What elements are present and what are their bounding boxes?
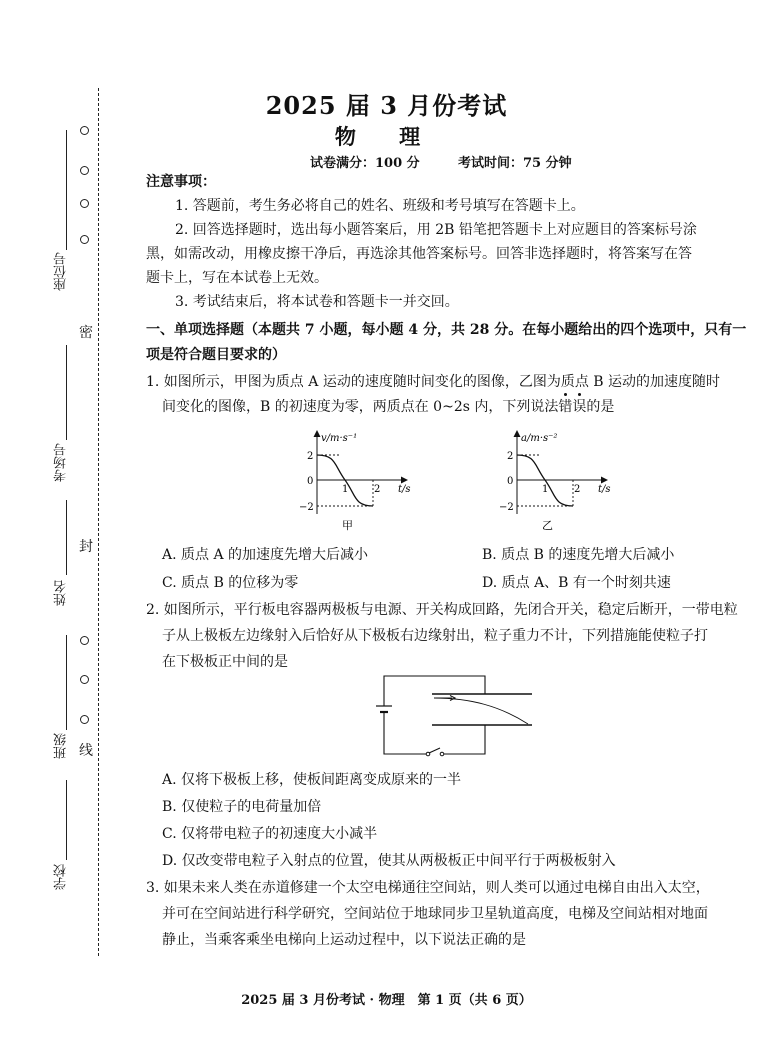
seal-char-feng: 封 xyxy=(79,539,93,555)
circuit-wire xyxy=(384,712,426,754)
x-axis-label: t/s xyxy=(598,484,611,495)
q1-graph-a xyxy=(294,430,424,534)
notice-item-1: 1. 答题前，考生务必将自己的姓名、班级和考号填写在答题卡上。 xyxy=(175,198,585,214)
y-axis-label: v/m·s⁻¹ xyxy=(321,433,358,444)
q3-stem-line-2: 并可在空间站进行科学研究，空间站位于地球同步卫星轨道高度，电梯及空间站相对地面 xyxy=(162,906,708,922)
seat-label: 座位号 xyxy=(54,252,69,291)
room-blank[interactable] xyxy=(66,345,67,440)
class-blank[interactable] xyxy=(66,635,67,730)
binding-hole xyxy=(80,235,89,244)
exam-subject: 物 理 xyxy=(334,124,439,149)
q1-emphasis-char: 误 xyxy=(572,399,587,415)
notice-item-3: 3. 考试结束后，将本试卷和答题卡一并交回。 xyxy=(175,294,459,310)
q1-stem-text: 间变化的图像，B 的初速度为零，两质点在 0~2s 内，下列说法 xyxy=(162,399,559,415)
q1-option-a[interactable]: A. 质点 A 的加速度先增大后减小 xyxy=(162,547,369,563)
q2-option-a[interactable]: A. 仅将下极板上移，使板间距离变成原来的一半 xyxy=(162,772,462,788)
y-tick-label: 2 xyxy=(507,451,514,462)
notice-item-2-line-1: 2. 回答选择题时，选出每小题答案后，用 2B 铅笔把答题卡上对应题目的答案标号涂 xyxy=(175,222,697,238)
q3-stem-line-3: 静止，当乘客乘坐电梯向上运动过程中，以下说法正确的是 xyxy=(162,932,526,948)
graph-caption: 甲 xyxy=(342,519,353,532)
q1-option-d[interactable]: D. 质点 A、B 有一个时刻共速 xyxy=(482,575,671,591)
section-heading-line-2: 项是符合题目要求的） xyxy=(146,347,286,363)
y-tick-label: −2 xyxy=(499,502,514,513)
q2-stem-line-1: 2. 如图所示，平行板电容器两极板与电源、开关构成回路，先闭合开关，稳定后断开，一带电粒 xyxy=(146,602,738,618)
q1-option-b[interactable]: B. 质点 B 的速度先增大后减小 xyxy=(482,547,675,563)
q1-stem-line-1: 1. 如图所示，甲图为质点 A 运动的速度随时间变化的图像，乙图为质点 B 运动的加速度随时 xyxy=(146,374,721,390)
binding-hole xyxy=(80,636,89,645)
switch-contact xyxy=(440,752,444,756)
y-tick-label: 0 xyxy=(507,476,514,487)
binding-hole xyxy=(80,199,89,208)
school-blank[interactable] xyxy=(66,780,67,860)
room-label: 考场号 xyxy=(54,443,69,482)
school-label: 学校 xyxy=(54,864,69,890)
page-footer: 2025 届 3 月份考试 · 物理 第 1 页（共 6 页） xyxy=(241,993,532,1008)
q2-option-c[interactable]: C. 仅将带电粒子的初速度大小减半 xyxy=(162,826,378,842)
particle-trajectory xyxy=(434,698,528,724)
q2-option-b[interactable]: B. 仅使粒子的电荷量加倍 xyxy=(162,799,322,815)
x-tick-label: 2 xyxy=(574,484,581,495)
x-tick-label: 2 xyxy=(374,484,381,495)
q2-option-d[interactable]: D. 仅改变带电粒子入射点的位置，使其从两极板正中间平行于两极板射入 xyxy=(162,853,616,869)
name-blank[interactable] xyxy=(66,500,67,575)
exam-score: 试卷满分：100 分 xyxy=(310,156,420,171)
seal-dashed-line xyxy=(98,88,99,956)
section-heading-line-1: 一、单项选择题（本题共 7 小题，每小题 4 分，共 28 分。在每小题给出的四个选项中，只有一 xyxy=(146,322,747,338)
exam-title: 2025 届 3 月份考试 xyxy=(265,91,508,120)
q1-stem-text: 的是 xyxy=(586,399,615,415)
class-label: 班级 xyxy=(54,733,69,759)
y-tick-label: 0 xyxy=(307,476,314,487)
graph-caption: 乙 xyxy=(542,519,553,532)
y-tick-label: 2 xyxy=(307,451,314,462)
switch-blade xyxy=(429,748,440,753)
q1-option-c[interactable]: C. 质点 B 的位移为零 xyxy=(162,575,299,591)
q1-stem-line-2 xyxy=(162,395,614,419)
binding-hole xyxy=(80,715,89,724)
q2-stem-line-3: 在下极板正中间的是 xyxy=(162,654,288,670)
exam-time: 考试时间：75 分钟 xyxy=(458,156,572,171)
notice-heading: 注意事项： xyxy=(146,174,216,190)
notice-item-2-line-2: 黑，如需改动，用橡皮擦干净后，再选涂其他答案标号。回答非选择题时，将答案写在答 xyxy=(146,246,692,262)
q2-capacitor-circuit xyxy=(370,668,545,760)
circuit-wire xyxy=(444,725,485,754)
q1-emphasis-char: 错 xyxy=(558,399,573,415)
q3-stem-line-1: 3. 如果未来人类在赤道修建一个太空电梯通往空间站，则人类可以通过电梯自由出入太空， xyxy=(146,880,710,896)
binding-hole xyxy=(80,166,89,175)
binding-sidebar xyxy=(0,0,112,1058)
q2-stem-line-2: 子从上极板左边缘射入后恰好从下极板右边缘射出，粒子重力不计，下列措施能使粒子打 xyxy=(162,628,708,644)
name-label: 姓名 xyxy=(54,580,69,606)
binding-hole xyxy=(80,675,89,684)
y-tick-label: −2 xyxy=(299,502,314,513)
y-axis-label: a/m·s⁻² xyxy=(521,433,558,444)
seal-char-xian: 线 xyxy=(79,743,93,759)
x-tick-label: 1 xyxy=(542,484,549,495)
seal-char-mi: 密 xyxy=(79,325,93,341)
x-tick-label: 1 xyxy=(342,484,349,495)
x-axis-label: t/s xyxy=(398,484,411,495)
notice-item-2-line-3: 题卡上，写在本试卷上无效。 xyxy=(146,270,328,286)
q1-graph-b xyxy=(494,430,624,534)
